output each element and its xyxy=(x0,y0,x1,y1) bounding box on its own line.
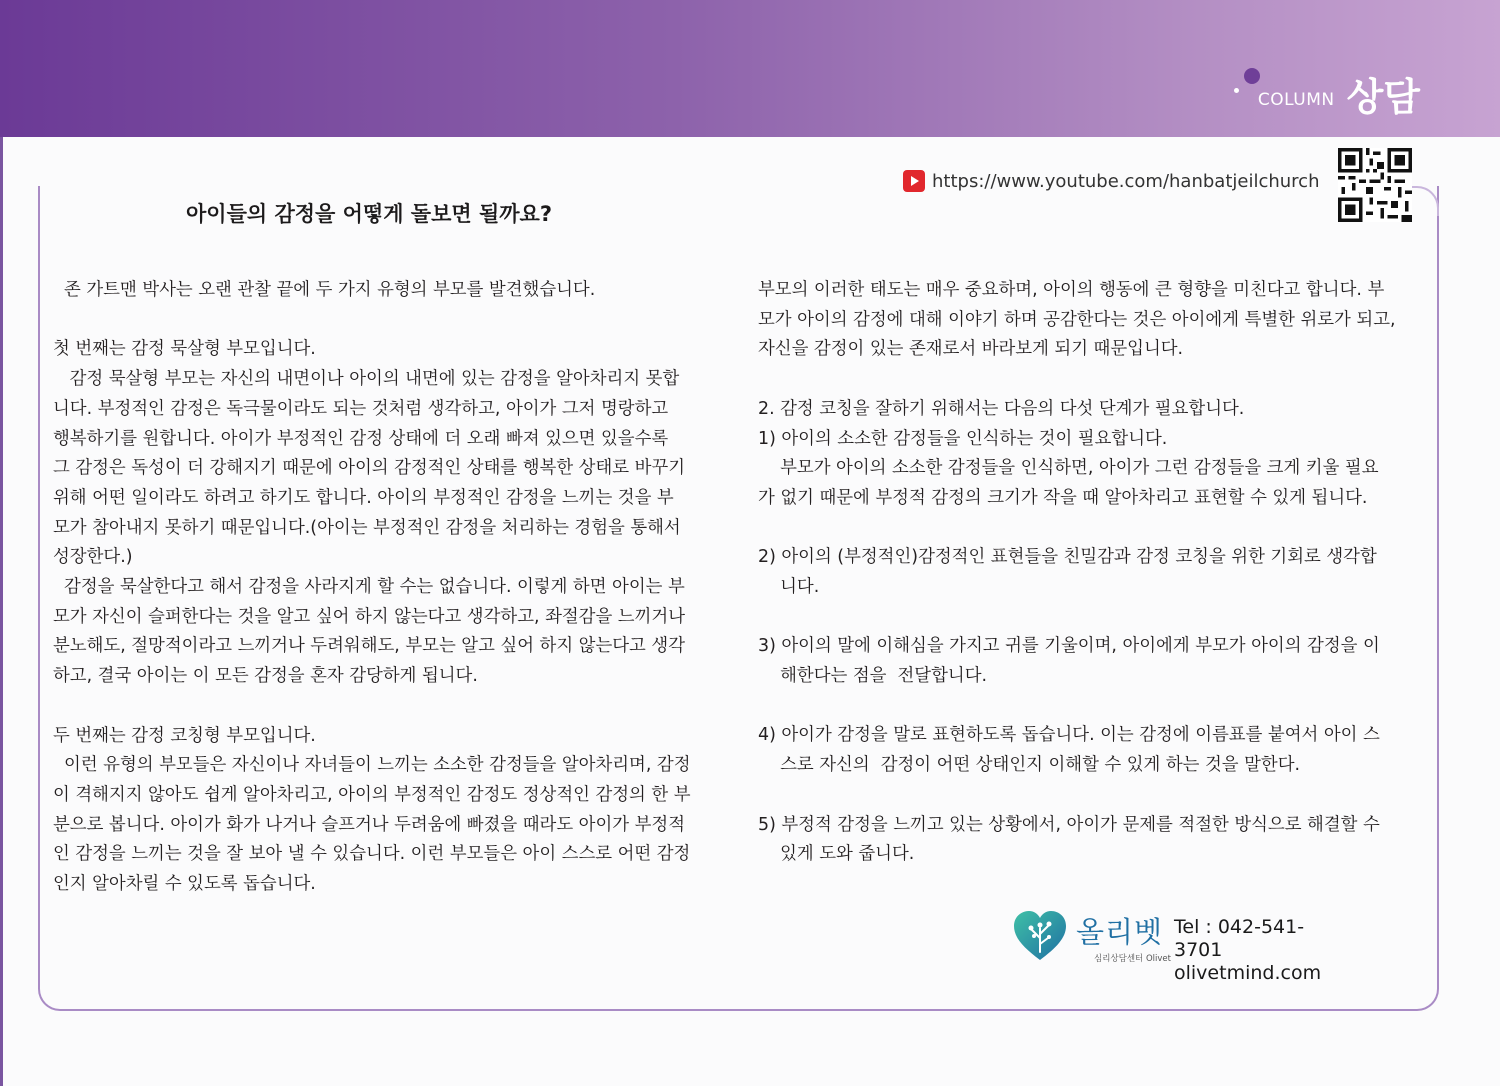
logo-name: 올리벳 xyxy=(1076,915,1164,949)
article-title: 아이들의 감정을 어떻게 돌보면 될까요? xyxy=(186,202,553,226)
paragraph-line: 이런 유형의 부모들은 자신이나 자녀들이 느끼는 소소한 감정들을 알아차리며, 감정 xyxy=(53,755,691,776)
badge-small-dot-icon xyxy=(1234,88,1239,93)
paragraph-gap xyxy=(758,514,1430,544)
paragraph-line: 모가 참아내지 못하기 때문입니다.(아이는 부정적인 감정을 처리하는 경험을 통해서 xyxy=(53,517,681,538)
paragraph-line: 있게 도와 줍니다. xyxy=(758,844,915,865)
column-label: COLUMN xyxy=(1257,90,1335,110)
paragraph-line: 모가 아이의 감정에 대해 이야기 하며 공감한다는 것은 아이에게 특별한 위로가 되고, xyxy=(758,309,1396,330)
paragraph-line: 존 가트맨 박사는 오랜 관찰 끝에 두 가지 유형의 부모를 발견했습니다. xyxy=(53,280,596,300)
paragraph-line: 인지 알아차릴 수 있도록 돕습니다. xyxy=(53,874,316,895)
olivet-logo xyxy=(1012,906,1342,984)
paragraph-line: 부모가 아이의 소소한 감정들을 인식하면, 아이가 그런 감정들을 크게 키울 필요 xyxy=(758,458,1379,479)
column-badge xyxy=(1244,66,1420,119)
paragraph-line: 부모의 이러한 태도는 매우 중요하며, 아이의 행동에 큰 형향을 미친다고 합니다. 부 xyxy=(758,280,1385,300)
article-left-column xyxy=(53,276,723,900)
paragraph-line: 이 격해지지 않아도 쉽게 알아차리고, 아이의 부정적인 감정도 정상적인 감정의 한 부 xyxy=(53,784,691,805)
logo-subtitle: 심리상담센터 Olivet xyxy=(1094,954,1171,964)
paragraph-line: 가 없기 때문에 부정적 감정의 크기가 작을 때 알아차리고 표현할 수 있게 됩니다. xyxy=(758,487,1368,508)
paragraph-line: 스로 자신의 감정이 어떤 상태인지 이해할 수 있게 하는 것을 말한다. xyxy=(758,755,1301,776)
paragraph-line: 자신을 감정이 있는 존재로서 바라보게 되기 때문입니다. xyxy=(758,339,1184,360)
paragraph-gap xyxy=(758,603,1430,633)
paragraph-line: 감정 묵살형 부모는 자신의 내면이나 아이의 내면에 있는 감정을 알아차리지 못합 xyxy=(53,369,680,390)
paragraph-line: 3) 아이의 말에 이해심을 가지고 귀를 기울이며, 아이에게 부모가 아이의 감정을 이 xyxy=(758,636,1380,657)
contact-tel[interactable]: Tel : 042-541-3701 xyxy=(1174,916,1305,961)
paragraph-line: 감정을 묵살한다고 해서 감정을 사라지게 할 수는 없습니다. 이렇게 하면 아이는 부 xyxy=(53,577,685,598)
paragraph-line: 위해 어떤 일이라도 하려고 하기도 합니다. 아이의 부정적인 감정을 느끼는 것을 부 xyxy=(53,487,674,508)
article-right-column xyxy=(758,276,1430,870)
olivet-heart-tree-icon xyxy=(1012,908,1068,964)
paragraph-line: 인 감정을 느끼는 것을 잘 보아 낼 수 있습니다. 이런 부모들은 아이 스스로 어떤 감정 xyxy=(53,844,691,865)
paragraph-line: 그 감정은 독성이 더 강해지기 때문에 아이의 감정적인 상태를 행복한 상태로 바꾸기 xyxy=(53,458,685,479)
paragraph-gap xyxy=(758,365,1430,395)
paragraph-line: 해한다는 점을 전달합니다. xyxy=(758,666,988,687)
paragraph-line: 5) 부정적 감정을 느끼고 있는 상황에서, 아이가 문제를 적절한 방식으로 해결할 수 xyxy=(758,814,1380,835)
badge-dot-icon xyxy=(1244,68,1260,84)
paragraph-line: 하고, 결국 아이는 이 모든 감정을 혼자 감당하게 됩니다. xyxy=(53,666,478,687)
paragraph-gap xyxy=(53,692,723,722)
paragraph-line: 분노해도, 절망적이라고 느끼거나 두려워해도, 부모는 알고 싶어 하지 않는다고 생각 xyxy=(53,636,685,657)
paragraph-gap xyxy=(758,781,1430,811)
paragraph-line: 니다. xyxy=(758,577,820,597)
paragraph-line: 두 번째는 감정 코칭형 부모입니다. xyxy=(53,725,316,746)
paragraph-line: 첫 번째는 감정 묵살형 부모입니다. xyxy=(53,339,316,360)
column-category: 상담 xyxy=(1346,75,1420,119)
contact-info xyxy=(1174,916,1342,985)
left-rule xyxy=(0,137,3,1086)
paragraph-line: 성장한다.) xyxy=(53,547,133,568)
paragraph-line: 모가 자신이 슬퍼한다는 것을 알고 싶어 하지 않는다고 생각하고, 좌절감을 느끼거나 xyxy=(53,606,685,627)
paragraph-line: 2. 감정 코칭을 잘하기 위해서는 다음의 다섯 단계가 필요합니다. xyxy=(758,398,1245,419)
paragraph-gap xyxy=(758,692,1430,722)
paragraph-line: 4) 아이가 감정을 말로 표현하도록 돕습니다. 이는 감정에 이름표를 붙여서 아이 스 xyxy=(758,725,1380,746)
youtube-url[interactable]: https://www.youtube.com/hanbatjeilchurch xyxy=(932,170,1320,192)
paragraph-line: 1) 아이의 소소한 감정들을 인식하는 것이 필요합니다. xyxy=(758,428,1168,449)
paragraph-gap xyxy=(53,306,723,336)
paragraph-line: 니다. 부정적인 감정은 독극물이라도 되는 것처럼 생각하고, 아이가 그저 명랑하고 xyxy=(53,398,669,419)
paragraph-line: 분으로 봅니다. 아이가 화가 나거나 슬프거나 두려움에 빠졌을 때라도 아이가 부정적 xyxy=(53,814,685,835)
paragraph-line: 2) 아이의 (부정적인)감정적인 표현들을 친밀감과 감정 코칭을 위한 기회로 생각합 xyxy=(758,547,1377,568)
paragraph-line: 행복하기를 원합니다. 아이가 부정적인 감정 상태에 더 오래 빠져 있으면 있을수록 xyxy=(53,428,669,449)
contact-site[interactable]: olivetmind.com xyxy=(1174,962,1322,984)
